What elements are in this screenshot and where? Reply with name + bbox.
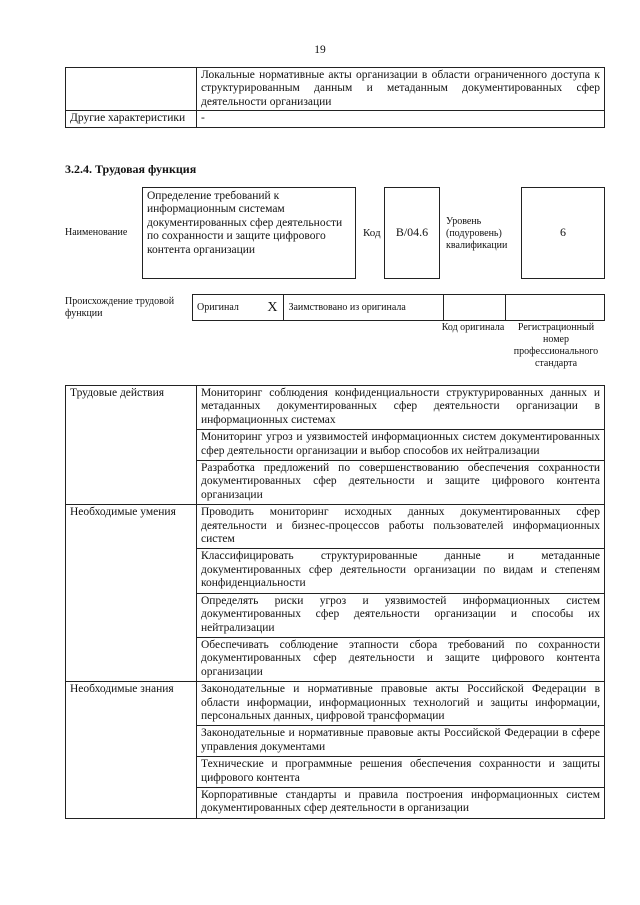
group-label: Необходимые знания (66, 682, 197, 819)
row-label: Другие характеристики (66, 111, 197, 127)
table-cell: Локальные нормативные акты организации в области ограниченного доступа к структурированным данным и метаданным документированных сфер деятельности организации (197, 68, 605, 111)
table-row (66, 68, 605, 111)
table-row (66, 111, 605, 127)
table-cell: Технические и программные решения обеспечения сохранности и защиты цифрового контента (197, 757, 605, 788)
name-label: Наименование (65, 227, 128, 238)
table-cell: Мониторинг угроз и уязвимостей информационных систем документированных сфер деятельности организации и выбор способов их нейтрализации (197, 430, 605, 461)
table-cell: Классифицировать структурированные данные и метаданные документированных сфер деятельности организации по видам и степеням конфиденциальности (197, 549, 605, 593)
table-cell: Разработка предложений по совершенствованию обеспечения сохранности документированных сфер деятельности и защите цифрового контента организации (197, 461, 605, 505)
level-value-box: 6 (521, 187, 605, 279)
original-label: Оригинал (193, 295, 262, 321)
reg-number-cell (505, 295, 605, 321)
table-cell: Законодательные и нормативные правовые акты Российской Федерации в сфере управления документами (197, 726, 605, 757)
table-cell: Проводить мониторинг исходных данных документированных сфер деятельности и бизнес-процессов работы пользователей информационных систем (197, 505, 605, 549)
function-details-table (65, 385, 605, 819)
code-original-cell (444, 295, 505, 321)
origin-table (192, 294, 605, 321)
code-original-caption: Код оригинала (441, 322, 505, 333)
code-value-box: B/04.6 (384, 187, 440, 279)
table-cell: Корпоративные стандарты и правила построения информационных систем документированных сфер деятельности в организации (197, 787, 605, 818)
page-number: 19 (314, 44, 326, 56)
top-characteristics-table (65, 67, 605, 128)
function-name-box: Определение требований к информационным системам документированных сфер деятельности по сохранности и защите цифрового контента организации (142, 187, 356, 279)
table-cell: Обеспечивать соблюдение этапности сбора требований по сохранности документированных сфер деятельности и защите цифрового контента организации (197, 637, 605, 681)
group-label: Трудовые действия (66, 386, 197, 505)
table-row (193, 295, 605, 321)
table-row (66, 505, 605, 549)
table-cell: Определять риски угроз и уязвимостей информационных систем документированных сфер деятельности организации и способы их нейтрализации (197, 593, 605, 637)
level-label: Уровень (подуровень) квалификации (446, 216, 508, 251)
borrowed-label: Заимствовано из оригинала (284, 295, 444, 321)
table-row (66, 386, 605, 430)
table-cell: Мониторинг соблюдения конфиденциальности структурированных данных и метаданных документированных сфер деятельности организации в информационных системах (197, 386, 605, 430)
empty-cell (66, 68, 197, 111)
reg-number-caption: Регистрационный номер профессионального стандарта (513, 322, 599, 369)
origin-label: Происхождение трудовой функции (65, 296, 175, 319)
original-mark: X (261, 295, 284, 321)
code-label: Код (363, 227, 381, 239)
table-cell: - (197, 111, 605, 127)
table-row (66, 682, 605, 726)
section-heading: 3.2.4. Трудовая функция (65, 162, 197, 176)
group-label: Необходимые умения (66, 505, 197, 682)
table-cell: Законодательные и нормативные правовые акты Российской Федерации в области информации, информационных технологий и защиты информации, персональных данных, цифровой трансформации (197, 682, 605, 726)
